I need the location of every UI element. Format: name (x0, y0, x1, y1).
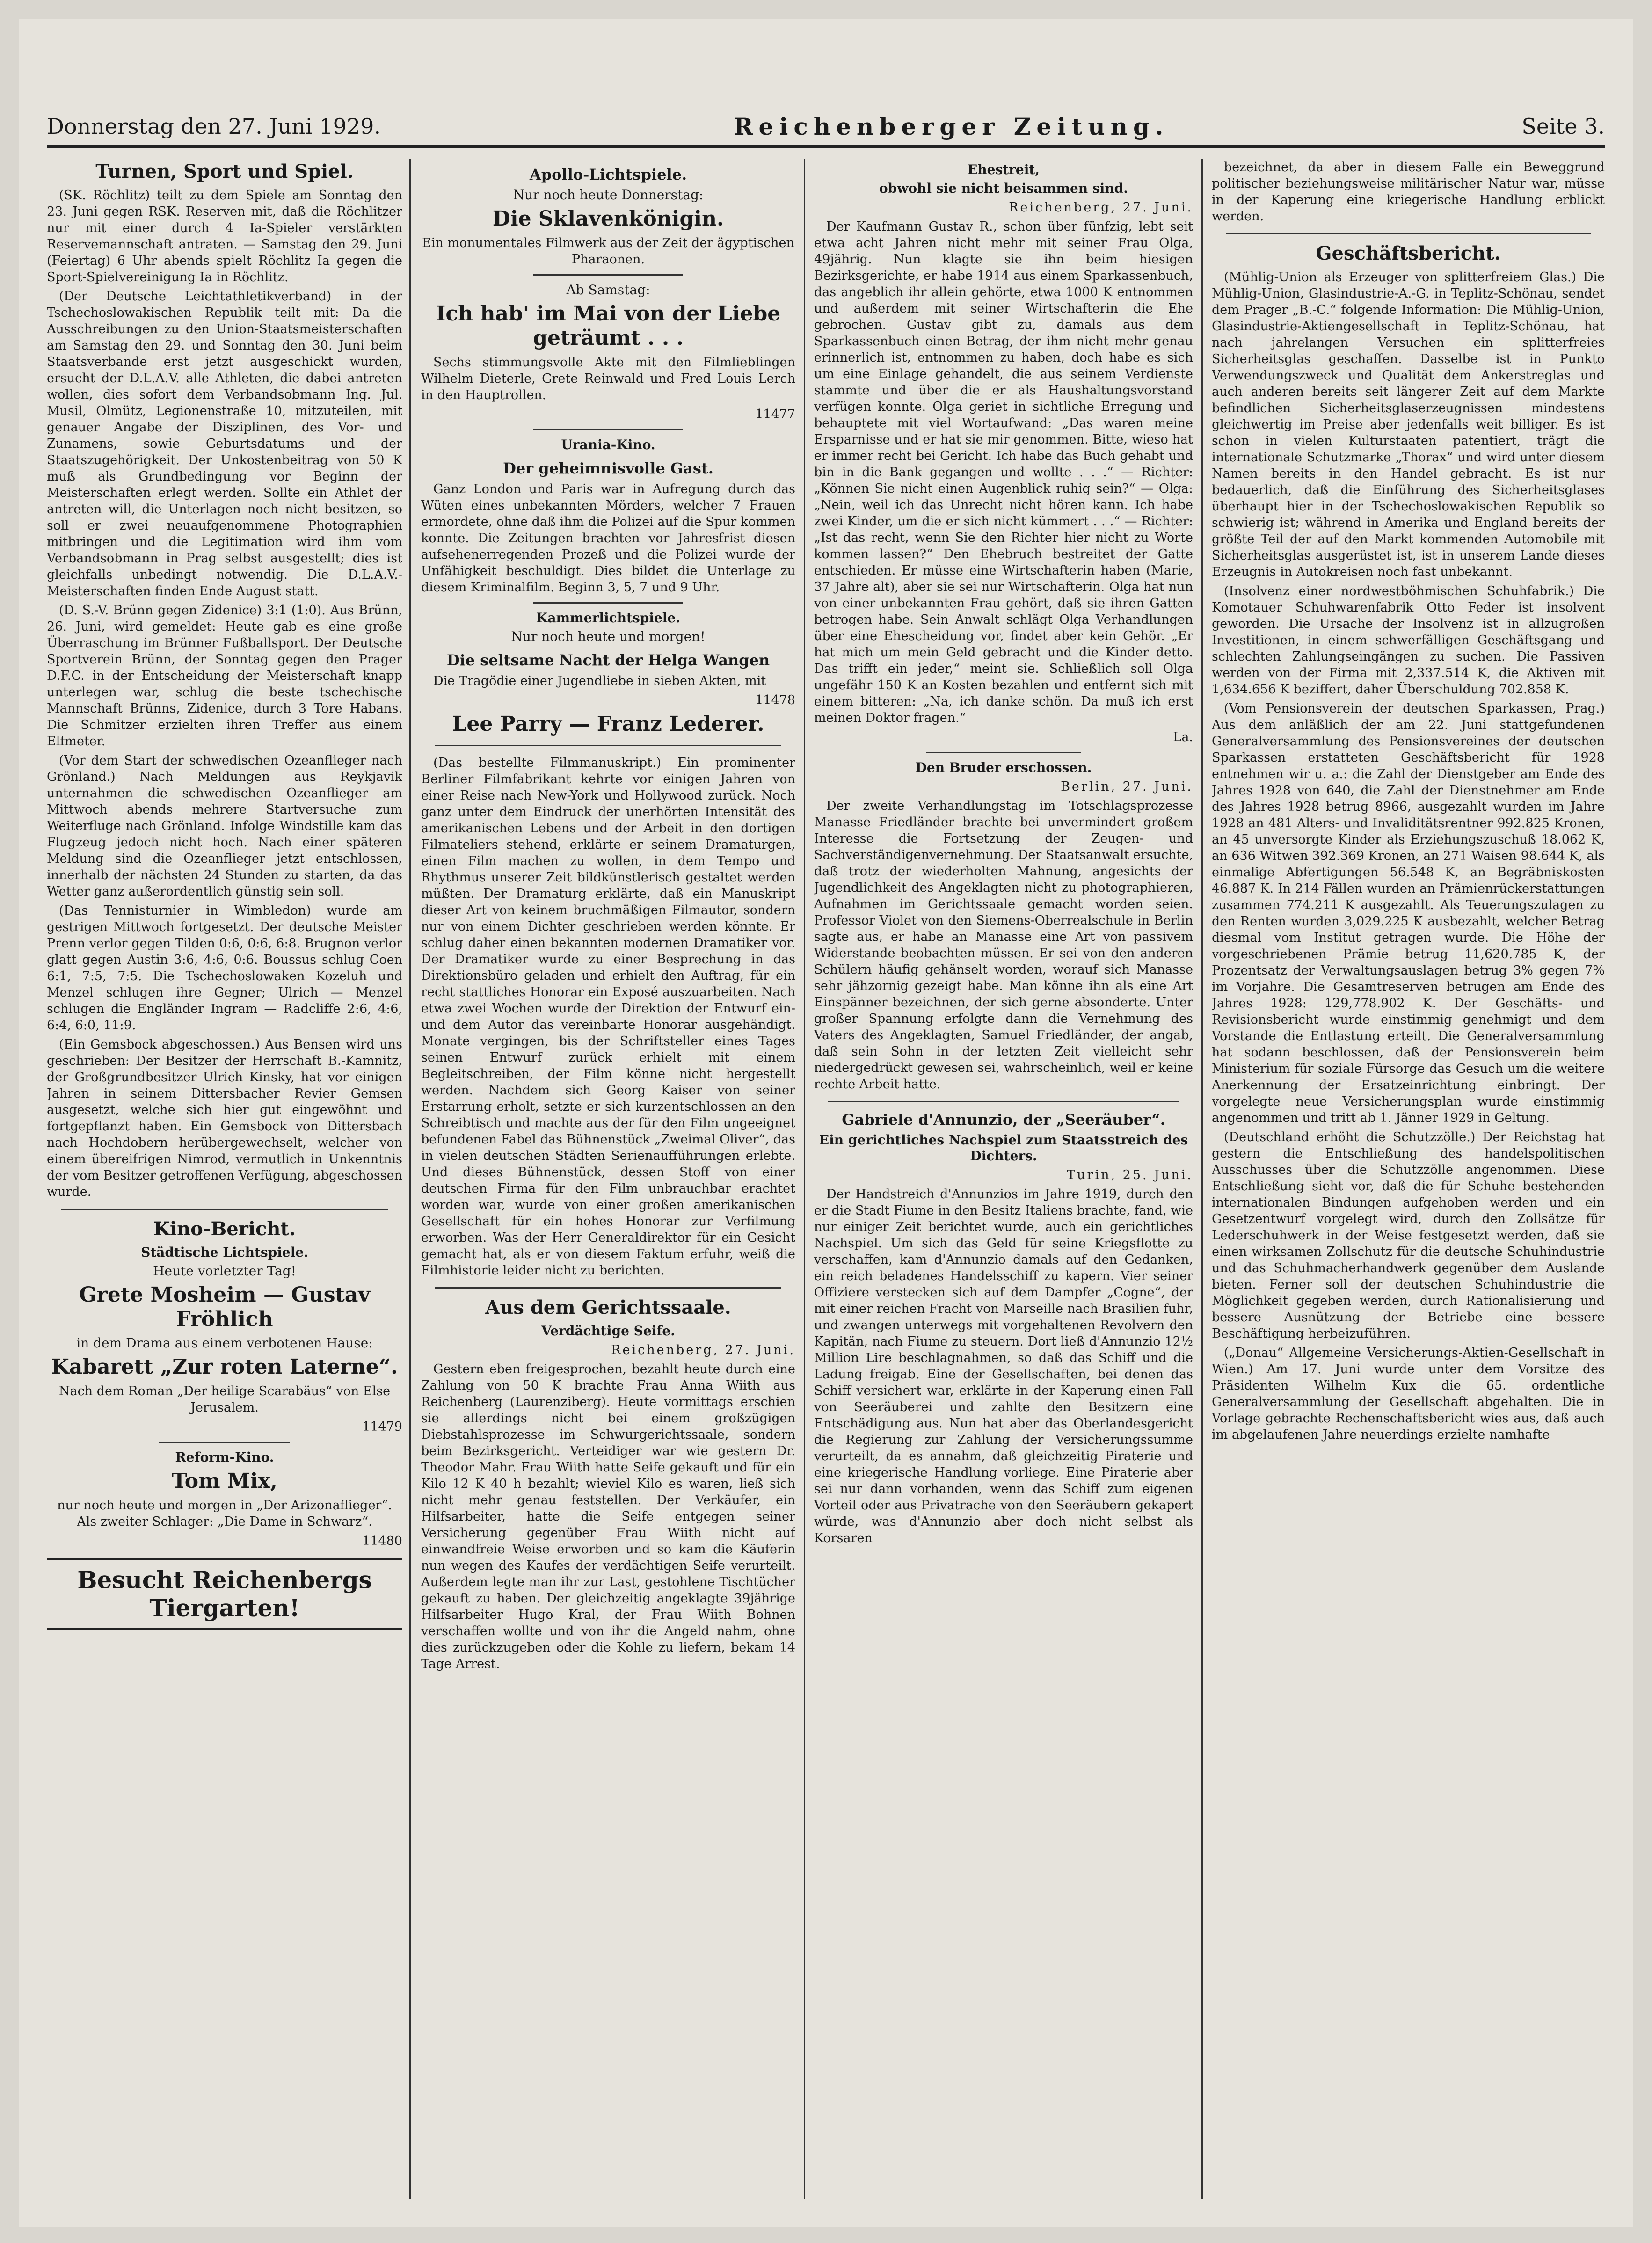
article-paragraph: (D. S.-V. Brünn gegen Zidenice) 3:1 (1:0). Aus Brünn, 26. Juni, wird gemeldet: Heute gab es eine große Überraschung im Brünner Fußballsport. Der Deutsche Sportverein Brünn, der Sonntag gegen den Prager D.F.C. in der Entscheidung der Meisterschaft knapp unterlegen war, schlug die beste tschechische Mannschaft Brünns, Zidenice, durch 3 Tore Habans. Die Schmitzer erzielten ihren Treffer aus einem Elfmeter. (47, 603, 402, 749)
article-paragraph: Gestern eben freigesprochen, bezahlt heute durch eine Zahlung von 50 K brachte Frau Anna Wiith aus Reichenberg (Laurenziberg). Heute vormittags erschien sie allerdings nicht bei einem großzügigen Diebstahlsprozesse im Schwurgerichtssaale, sondern beim Bezirksgericht. Verteidiger war wie gestern Dr. Theodor Mahr. Frau Wiith hatte Seife gekauft und für ein Kilo 12 K 40 h bezahlt; wieviel Kilo es waren, ließ sich nicht mehr genau feststellen. Der Verkäufer, ein Hilfsarbeiter, hatte die Seife entgegen seiner Versicherung gegenüber Frau Wiith nicht auf einwandfreie Weise erworben und so kam die Käuferin nun wegen des Kaufes der verdächtigen Seife verurteilt. Außerdem legte man ihr zur Last, gestohlene Tischtücher gekauft zu haben. Der gleichzeitig angeklagte 39jährige Hilfsarbeiter Hugo Kral, der Frau Wiith Bohnen verschaffen wollte und von ihr die Angeld nahm, ohne dies zurückzugeben oder die Kohle zu liefern, bekam 14 Tage Arrest. (421, 1362, 795, 1671)
section-title-business: Geschäftsbericht. (1316, 242, 1501, 264)
ad-number: 11480 (362, 1534, 402, 1548)
cinema-name: Apollo-Lichtspiele. (529, 166, 687, 183)
divider (1226, 233, 1591, 234)
column-3 (814, 159, 1193, 2199)
section-title-sport: Turnen, Sport und Spiel. (95, 160, 354, 182)
article-paragraph: (Insolvenz einer nordwestböhmischen Schuhfabrik.) Die Komotauer Schuhwarenfabrik Otto Feder ist insolvent geworden. Die Ursache der Insolvenz ist in allzugroßen Investitionen, in einem schwerfälligen Geschäftsgang und schlechten Zahlungseingängen zu suchen. Die Passiven werden von der Firma mit 2,337.514 K, die Aktiven mit 1,634.656 K beziffert, daher Überschuldung 702.858 K. (1212, 584, 1605, 697)
film-title: Ich hab' im Mai von der Liebe geträumt . . . (436, 302, 781, 350)
article-paragraph: (Das Tennisturnier in Wimbledon) wurde am gestrigen Mittwoch fortgesetzt. Der deutsche Meister Prenn verlor gegen Tilden 0:6, 0:6, 6:8. Brugnon verlor glatt gegen Austin 3:6, 4:6, 0:6. Boussus schlug Coen 6:1, 7:5, 7:5. Die Tschechoslowaken Kozeluh und Menzel schlugen ihre Gegner; Ulrich — Menzel schlugen die Engländer Ingram — Radcliffe 2:6, 4:6, 6:4, 6:0, 11:9. (47, 903, 402, 1033)
divider (533, 602, 683, 604)
divider (435, 745, 781, 746)
article-paragraph: (Vom Pensionsverein der deutschen Sparkassen, Prag.) Aus dem anläßlich der am 22. Juni stattgefundenen Generalversammlung des Pensionsvereines der deutschen Sparkassen erstatteten Geschäftsbericht für 1928 entnehmen wir u. a.: die Zahl der Dienstgeber am Ende des Jahres 1928 von 640, die Zahl der Dienstnehmer am Ende des Jahres 1928 betrug 8966, ausgezahlt wurden im Jahre 1928 an 481 Alters- und Invaliditätsrentner 992.825 Kronen, an 45 unversorgte Kinder als Erziehungszuschuß 18.062 K, an 636 Witwen 392.369 Kronen, an 271 Waisen 98.644 K, als einmalige Abfertigungen 56.548 K, an Begräbniskosten 46.887 K. In 214 Fällen wurden an Prämienrückerstattungen zusammen 774.211 K ausgezahlt. Als Teuerungszulagen zu den Renten wurden 3,029.225 K ausbezahlt, welcher Betrag diesmal vom Institut getragen wurde. Die Höhe der vorgeschriebenen Prämie betrug 11,620.785 K, der Prozentsatz der Verwaltungsauslagen betrug 3% gegen 7% im Vorjahre. Die Gesamtreserven betrugen am Ende des Jahres 1928: 129,778.902 K. Der Geschäfts- und Revisionsbericht wurde einstimmig genehmigt und dem Vorstande die Entlastung erteilt. Die Generalversammlung hat sodann beschlossen, daß der Pensionsverein beim Ministerium für soziale Fürsorge das Gesuch um die weitere Anerkennung der Ersatzeinrichtung einbringt. Der vorgelegte neue Versicherungsplan wurde einstimmig angenommen und tritt ab 1. Jänner 1929 in Geltung. (1212, 701, 1605, 1125)
film-description: Ein monumentales Filmwerk aus der Zeit der ägyptischen Pharaonen. (422, 236, 794, 267)
film-title: Die Sklavenkönigin. (492, 207, 724, 231)
divider (435, 1287, 781, 1289)
article-headline: Den Bruder erschossen. (915, 760, 1092, 775)
article-paragraph: (SK. Röchlitz) teilt zu dem Spiele am Sonntag den 23. Juni gegen RSK. Reserven mit, daß die Röchlitzer nur mit einer durch 4 Ia-Spieler verstärkten Reservemannschaft antraten. — Samstag den 29. Juni (Feiertag) 6 Uhr abends spielt Röchlitz Ia gegen die Sport-Spielvereinigung Ia in Röchlitz. (47, 188, 402, 284)
issue-date: Donnerstag den 27. Juni 1929. (47, 114, 381, 139)
divider (533, 429, 683, 430)
cinema-name: Urania-Kino. (561, 437, 655, 452)
film-title: Kabarett „Zur roten Laterne“. (51, 1355, 398, 1379)
article-paragraph: (Deutschland erhöht die Schutzzölle.) Der Reichstag hat gestern die Entschließung des handelspolitischen Ausschusses über die Schutzzölle angenommen. Diese Entschließung sieht vor, daß die für Schuhe bestehenden internationalen Bindungen aufgehoben werden und ein Gesetzentwurf vorgelegt wird, durch den Zollsätze für Lederschuhwerk in der Weise festgesetzt werden, daß sie einen wirksamen Zollschutz für die deutsche Schuhindustrie und das Schuhmacherhandwerk gegenüber dem Auslande bieten. Ferner soll der deutschen Schuhindustrie die Möglichkeit gegeben werden, durch Rationalisierung und bessere Ausnützung der Betriebe eine bessere Beschäftigung herbeizuführen. (1212, 1130, 1605, 1341)
newspaper-page (19, 19, 1633, 2227)
film-source: Nach dem Roman „Der heilige Scarabäus“ von Else Jerusalem. (58, 1384, 391, 1415)
column-2 (421, 159, 795, 2199)
ad-number: 11477 (755, 407, 795, 422)
article-paragraph: (Mühlig-Union als Erzeuger von splitterfreiem Glas.) Die Mühlig-Union, Glasindustrie-A.-G. in Teplitz-Schönau, sendet dem Prager „B.-C.“ folgende Information: Die Mühlig-Union, Glasindustrie-Aktiengesellschaft in Teplitz-Schönau, hat nach jahrelangen Versuchen ein splitterfreies Sicherheitsglas geschaffen. Dasselbe ist in Punkto Verwendungszweck und Qualität dem Ankerstreglas und auch anderen bereits seit längerer Zeit auf dem Markte befindlichen Sicherheitsglaserzeugnissen mindestens gleichwertig im Preise aber jedenfalls weit billiger. Es ist schon in vielen Kulturstaaten patentiert, trägt die internationale Schutzmarke „Thorax“ und wird unter diesem Namen bereits in den Handel gebracht. Es ist nur bedauerlich, daß die Einführung des Sicherheitsglases überhaupt hier in der Tschechoslowakischen Republik so schwierig ist; während in Amerika und England bereits der größte Teil der auf den Markt kommenden Automobile mit Sicherheitsglas ausgerüstet ist, ist in unserem Lande dieses Erzeugnis in Autokreisen noch fast unbekannt. (1212, 270, 1605, 579)
article-paragraph: (Vor dem Start der schwedischen Ozeanflieger nach Grönland.) Nach Meldungen aus Reykjavik unternahmen die schwedischen Ozeanflieger am Mittwoch abends mehrere Startversuche zum Weiterfluge nach Grönland. Infolge Windstille kam das Flugzeug jedoch nicht hoch. Nach einer späteren Meldung sind die Ozeanflieger jetzt entschlossen, innerhalb der nächsten 24 Stunden zu starten, da das Wetter ganz außerordentlich günstig sein soll. (47, 753, 402, 899)
cinema-name: Städtische Lichtspiele. (141, 1245, 308, 1260)
cinema-name: Reform-Kino. (175, 1449, 274, 1465)
dateline: Turin, 25. Juni. (1067, 1168, 1193, 1182)
article-paragraph: bezeichnet, da aber in diesem Falle ein Beweggrund politischer beziehungsweise militärischer Natur war, müsse in der Kaperung eine kriegerische Handlung erblickt werden. (1212, 160, 1605, 224)
article-paragraph: (Das bestellte Filmmanuskript.) Ein prominenter Berliner Filmfabrikant kehrte vor einigen Jahren von einer Reise nach New-York und Hollywood zurück. Noch ganz unter dem Eindruck der unerhörten Intensität des amerikanischen Lebens und der Arbeit in den dortigen Filmateliers stehend, erklärte er seinem Dramaturgen, einen Film machen zu wollen, in dem Tempo und Rhythmus unserer Zeit bildkünstlerisch gestaltet werden müßten. Der Dramaturg erklärte, daß ein Manuskript dieser Art von keinem bruchmäßigen Filmautor, sondern nur von einem Dichter geschrieben werden könnte. Er schlug daher einen bekannten modernen Dramatiker vor. Der Dramatiker wurde zu einer Besprechung in das Direktionsbüro geladen und erhielt den Auftrag, für ein recht stattliches Honorar ein Exposé auszuarbeiten. Nach etwa zwei Wochen wurde der Direktion der Entwurf ein- und dem Autor das vereinbarte Honorar ausgehändigt. Monate vergingen, bis der Schriftsteller eines Tages seinen Entwurf zurück erhielt mit einem Begleitschreiben, der Film könne nicht hergestellt werden. Nachdem sich Georg Kaiser von seiner Erstarrung erholt, setzte er sich kurzentschlossen an den Schreibtisch und machte aus der für den Film ungeeignet befundenen Fabel das Bühnenstück „Zweimal Oliver“, das in vielen deutschen Städten Serienaufführungen erlebte. Und dieses Bühnenstück, dessen Stoff von einer deutschen Firma für den Film unbrauchbar erachtet worden war, wurde von einer großen amerikanischen Gesellschaft für ein hohes Honorar zur Verfilmung erworben. Was der Herr Generaldirektor für ein Gesicht gemacht hat, als er von diesem Faktum erfuhr, weiß die Filmhistorie leider nicht zu berichten. (421, 756, 795, 1278)
divider (828, 1101, 1179, 1102)
newspaper-title: Reichenberger Zeitung. (733, 112, 1169, 140)
divider (159, 1442, 290, 1443)
cinema-notice: Heute vorletzter Tag! (153, 1263, 296, 1279)
dateline: Reichenberg, 27. Juni. (1009, 200, 1193, 215)
cinema-name: Kammerlichtspiele. (536, 610, 680, 626)
dateline: Reichenberg, 27. Juni. (611, 1343, 795, 1357)
divider (926, 752, 1081, 753)
column-rule (409, 159, 411, 2199)
film-title: Die seltsame Nacht der Helga Wangen (446, 651, 770, 669)
column-rule (1201, 159, 1203, 2199)
article-subheadline: obwohl sie nicht beisammen sind. (879, 181, 1128, 196)
author-sign: La. (1173, 730, 1193, 744)
film-description: in dem Drama aus einem verbotenen Hause: (76, 1335, 373, 1351)
section-title-kino: Kino-Bericht. (153, 1218, 296, 1240)
column-rule (804, 159, 805, 2199)
film-stars: Tom Mix, (172, 1469, 277, 1493)
column-1 (47, 159, 402, 2199)
film-stars: Grete Mosheim — Gustav Fröhlich (79, 1283, 370, 1331)
ad-number: 11479 (362, 1420, 402, 1434)
divider (533, 274, 683, 276)
column-4 (1212, 159, 1605, 2199)
article-paragraph: (Der Deutsche Leichtathletikverband) in der Tschechoslowakischen Republik teilt mit: Da die Ausschreibungen zu den Union-Staatsmeisterschaften am Samstag den 29. und Sonntag den 30. Juni beim Staatsverbande erst jetzt ausgeschickt wurden, ersucht der D.L.A.V. alle Athleten, die dabei antreten wollen, dies sofort dem Verbandsobmann Ing. Jul. Musil, Olmütz, Legionenstraße 10, mitzuteilen, mit genauer Angabe der Disziplinen, des Vor- und Zunamens, sowie Geburtsdatums und der Staatszugehörigkeit. Der Unkostenbeitrag von 50 K muß als Grundbedingung vor Beginn der Meisterschaften erlegt werden. Sollte ein Athlet der antreten will, die Unterlagen noch nicht besitzen, so soll er zwei neuaufgenommene Photographien mitbringen und die Legitimation wird ihm vom Verbandsobmann in Prag selbst ausgestellt; dies ist gleichfalls unbedingt notwendig. Die D.L.A.V.-Meisterschaften finden Ende August statt. (47, 289, 402, 598)
article-headline: Ehestreit, (967, 162, 1040, 177)
section-title-court: Aus dem Gerichtssaale. (485, 1296, 731, 1318)
masthead (47, 108, 1605, 148)
cinema-notice: Ab Samstag: (566, 282, 650, 298)
article-headline: Gabriele d'Annunzio, der „Seeräuber“. (842, 1111, 1165, 1129)
zoo-banner: Besucht Reichenbergs Tiergarten! (47, 1558, 402, 1630)
cinema-notice: Nur noch heute Donnerstag: (513, 187, 704, 203)
article-paragraph: Der zweite Verhandlungstag im Totschlagsprozesse Manasse Friedländer brachte bei unvermindert großem Interesse die Fortsetzung der Zeugen- und Sachverständigenvernehmung. Der Staatsanwalt ersuchte, daß trotz der wiederholten Mahnung, angesichts der Jugendlichkeit des Angeklagten nicht zu photographieren, Aufnahmen im Gerichtssaale gemacht worden seien. Professor Violet von den Siemens-Oberrealschule in Berlin sagte aus, er habe an Manasse eine Art von passivem Widerstande beobachten müssen. Er sei von den anderen Schülern häufig gehänselt worden, worauf sich Manasse sehr jähzornig gezeigt habe. Man könne ihn als eine Art Einspänner bezeichnen, der sich gerne absonderte. Unter großer Spannung erfolgte dann die Vernehmung des Vaters des Angeklagten, Samuel Friedländer, der angab, daß sein Sohn in der letzten Zeit vielleicht sehr niedergedrückt gewesen sei, wahrscheinlich, weil er keine rechte Arbeit hatte. (814, 799, 1193, 1092)
article-paragraph: (Ein Gemsbock abgeschossen.) Aus Bensen wird uns geschrieben: Der Besitzer der Herrschaft B.-Kamnitz, der Großgrundbesitzer Ulrich Kinsky, hat vor einigen Jahren in seinem Dittersbacher Revier Gemsen ausgesetzt, welche sich hier gut eingewöhnt und fortgepflanzt haben. Ein Gemsbock von Dittersbach nach Hochdobern herübergewechselt, welcher von einem übereifrigen Nimrod, vermutlich in Unkenntnis der vom Besitzer getroffenen Verfügung, abgeschossen wurde. (47, 1037, 402, 1199)
film-description: Ganz London und Paris war in Aufregung durch das Wüten eines unbekannten Mörders, welcher 7 Frauen ermordete, ohne daß ihm die Polizei auf die Spur kommen konnte. Die Zeitungen brachten vor Jahresfrist diesen aufsehenerregenden Prozeß und die Polizei wurde der Unfähigkeit beschuldigt. Dies bildet die Unterlage zu diesem Kriminalfilm. Beginn 3, 5, 7 und 9 Uhr. (421, 482, 795, 595)
film-stars: Lee Parry — Franz Lederer. (452, 712, 764, 736)
article-headline: Verdächtige Seife. (541, 1323, 675, 1339)
divider (61, 1209, 388, 1210)
ad-number: 11478 (755, 693, 795, 707)
film-description: Die Tragödie einer Jugendliebe in sieben Akten, mit (433, 674, 766, 688)
article-paragraph: („Donau“ Allgemeine Versicherungs-Aktien-Gesellschaft in Wien.) Am 17. Juni wurde unter dem Vorsitze des Präsidenten Wilhelm Kux die 65. ordentliche Generalversammlung der Gesellschaft abgehalten. Die in Vorlage gebrachte Rechenschaftsbericht wies aus, daß auch im abgelaufenen Jahre neuerdings erzielte namhafte (1212, 1346, 1605, 1442)
article-paragraph: Der Handstreich d'Annunzios im Jahre 1919, durch den er die Stadt Fiume in den Besitz Italiens brachte, fand, wie nur einiger Zeit berichtet wurde, auch ein gerichtliches Nachspiel. Um sich das Geld für seine Kriegsflotte zu verschaffen, kam d'Annunzio damals auf den Gedanken, ein reich beladenes Handelsschiff zu kapern. Vier seiner Offiziere verstecken sich auf dem Dampfer „Cogne“, der mit einer reichen Fracht von Marseille nach Brasilien fuhr, und zwangen unterwegs mit vorgehaltenen Revolvern den Kapitän, nach Fiume zu steuern. Dort ließ d'Annunzio 12½ Million Lire beschlagnahmen, so daß das Schiff und die Ladung freigab. Eine der Gesellschaften, bei denen das Schiff versichert war, erklärte in der Kaperung einen Fall von Seeräuberei und zahlte den Besitzern eine Entschädigung aus. Nun hat aber das Oberlandesgericht die Regierung zur Zahlung der Versicherungssumme verurteilt, da es annahm, daß gleichzeitig Piraterie und eine kriegerische Handlung vorliege. Eine Piraterie aber sei nur dann vorhanden, wenn das Schiff zum eigenen Vorteil oder aus Privatrache von den Seeräubern gekapert würde, was d'Annunzio aber doch nicht selbst als Korsaren (814, 1187, 1193, 1545)
film-title: Der geheimnisvolle Gast. (503, 459, 713, 477)
page-number: Seite 3. (1521, 114, 1605, 139)
article-paragraph: Der Kaufmann Gustav R., schon über fünfzig, lebt seit etwa acht Jahren nicht mehr mit seiner Frau Olga, 49jährig. Nun klagte sie ihn beim hiesigen Bezirksgerichte, er habe 1914 aus einem Sparkassenbuch, das angeblich ihr allein gehörte, etwa 1000 K entnommen und außerdem mit seiner Wirtschafterin die Ehe gebrochen. Gustav gibt zu, damals aus dem Sparkassenbuch einen Betrag, der ihm nicht mehr genau erinnerlich ist, entnommen zu haben, doch habe es sich um eine Einlage gehandelt, die aus seinem Verdienste stammte und über die er als Haushaltungsvorstand verfügen konnte. Olga geriet in sichtliche Erregung und behauptete mit viel Wortaufwand: „Das waren meine Ersparnisse und er hat sie mir genommen. Bitte, wieso hat er immer recht bei Gericht. Ich habe das Buch gehabt und bin in die Bank gegangen und wollte . . .“ — Richter: „Können Sie nicht einen Augenblick ruhig sein?“ — Olga: „Nein, weil ich das Unrecht nicht hören kann. Ich habe zwei Kinder, um die er sich nicht kümmert . . .“ — Richter: „Ist das recht, wenn Sie den Richter hier nicht zu Worte kommen lassen?“ Den Ehebruch bestreitet der Gatte entschieden. Er müsse eine Wirtschafterin haben (Marie, 37 Jahre alt), aber sie sei nur Wirtschafterin. Olga hat nun von einer unbekannten Frau gehört, daß sie ihren Gatten betrogen habe. Sein Anwalt schlägt Olga Verhandlungen über eine Ehescheidung vor, findet aber kein Gehör. „Er hat mich um mein Geld gebracht und die Kinder detto. Das trifft ein jeder,“ meint sie. Schließlich soll Olga ungefähr 150 K an Kosten bezahlen und entfernt sich mit einem bitteren: „Na, ich danke schön. Da muß ich erst meinen Doktor fragen.“ (814, 219, 1193, 725)
dateline: Berlin, 27. Juni. (1061, 779, 1193, 794)
cinema-notice: Nur noch heute und morgen! (511, 629, 706, 644)
article-subheadline: Ein gerichtliches Nachspiel zum Staatsstreich des Dichters. (819, 1132, 1188, 1164)
film-description: nur noch heute und morgen in „Der Arizonaflieger“. Als zweiter Schlager: „Die Dame in Schwarz“. (57, 1498, 392, 1529)
film-description: Sechs stimmungsvolle Akte mit den Filmlieblingen Wilhelm Dieterle, Grete Reinwald und Fred Louis Lerch in den Hauptrollen. (421, 355, 795, 402)
